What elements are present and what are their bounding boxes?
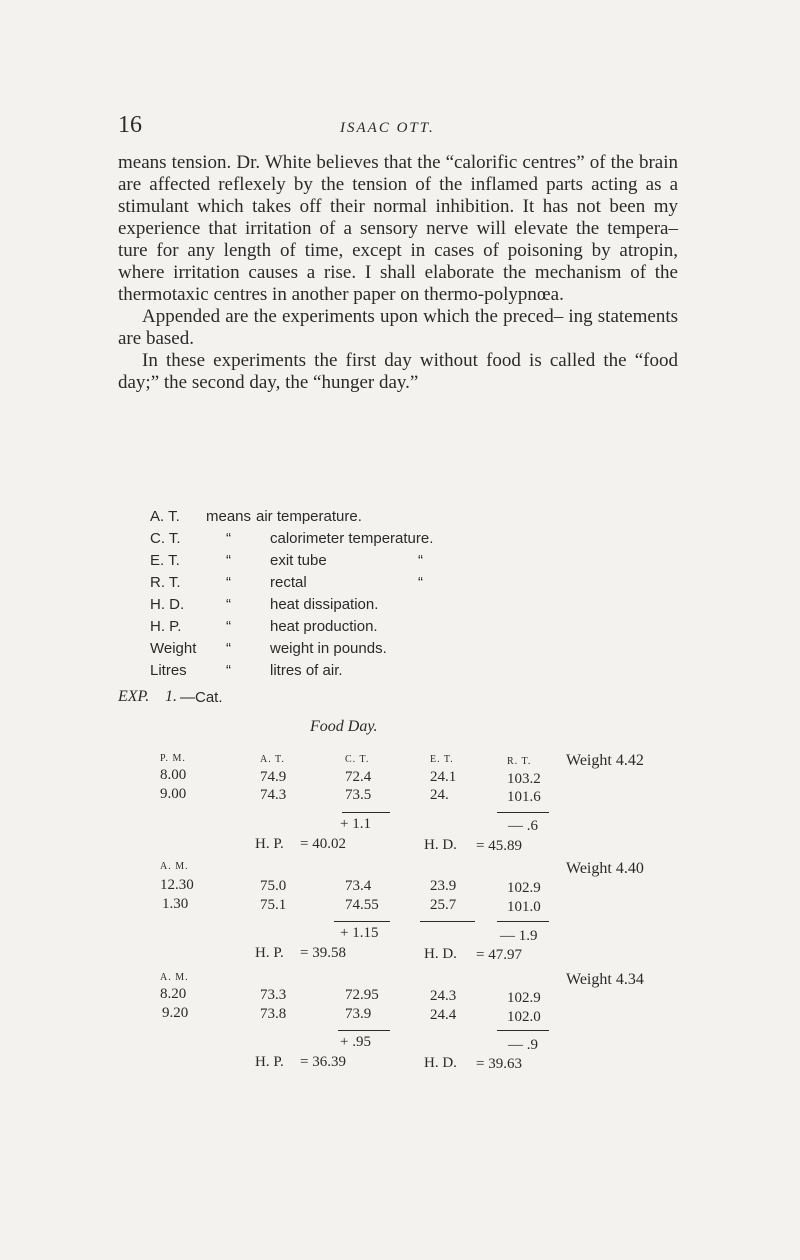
abbr-ditto: “ (418, 552, 423, 569)
cell-et: 24.4 (430, 1007, 457, 1023)
hp-label: H. P. (255, 836, 284, 852)
weight-value: Weight 4.40 (566, 860, 644, 877)
body-text (118, 152, 678, 394)
abbr-meaning: exit tube (270, 552, 327, 569)
abbr-key: Weight (150, 640, 197, 657)
weight-value: Weight 4.42 (566, 752, 644, 769)
header-rt: R. T. (507, 756, 532, 767)
abbr-ditto: “ (226, 530, 231, 547)
rt-difference: — .6 (508, 818, 538, 834)
sum-rule (420, 921, 475, 922)
experiment-subject: —Cat. (180, 689, 223, 706)
experiment-number: 1. (165, 688, 177, 705)
rt-difference: — 1.9 (500, 928, 538, 944)
sum-rule (334, 921, 390, 922)
hp-value: = 40.02 (300, 836, 346, 852)
abbr-key: R. T. (150, 574, 181, 591)
cell-ct: 73.4 (345, 878, 372, 894)
hd-value: = 39.63 (476, 1056, 522, 1072)
hp-value: = 36.39 (300, 1054, 346, 1070)
abbr-ditto: means (206, 508, 252, 525)
abbr-meaning: heat dissipation. (270, 596, 379, 613)
abbr-ditto: “ (226, 662, 231, 679)
sum-rule (338, 1030, 390, 1031)
experiment-label: EXP. (118, 688, 150, 705)
cell-at: 75.0 (260, 878, 287, 894)
hd-value: = 47.97 (476, 947, 522, 963)
hp-label: H. P. (255, 945, 284, 961)
abbr-ditto: “ (226, 596, 231, 613)
abbr-meaning: rectal (270, 574, 307, 591)
running-head: ISAAC OTT. (340, 120, 435, 136)
sum-rule (497, 1030, 549, 1031)
cell-rt: 103.2 (507, 771, 541, 787)
cell-et: 25.7 (430, 897, 457, 913)
header-ct: C. T. (345, 754, 370, 765)
abbr-key: H. D. (150, 596, 185, 613)
cell-et: 24. (430, 787, 449, 803)
day-title: Food Day. (310, 718, 378, 735)
cell-ct: 74.55 (345, 897, 379, 913)
cell-at: 75.1 (260, 897, 287, 913)
paragraph: Appended are the experiments upon which the preced– ing statements are based. (118, 306, 678, 349)
cell-rt: 102.9 (507, 880, 541, 896)
period-label: A. M. (160, 861, 189, 872)
cell-at: 74.9 (260, 769, 287, 785)
period-label: A. M. (160, 972, 189, 983)
paragraph: In these experiments the first day without food is called the “food day;” the second day, the “hunger day.” (118, 350, 678, 393)
hd-label: H. D. (424, 837, 457, 853)
hd-label: H. D. (424, 946, 457, 962)
header-et: E. T. (430, 754, 454, 765)
cell-time: 1.30 (162, 896, 189, 912)
abbr-key: A. T. (150, 508, 180, 525)
cell-ct: 72.4 (345, 769, 372, 785)
cell-et: 24.1 (430, 769, 457, 785)
sum-rule (497, 812, 549, 813)
abbr-ditto: “ (418, 574, 423, 591)
abbr-key: C. T. (150, 530, 181, 547)
abbr-key: Litres (150, 662, 187, 679)
abbr-meaning: air temperature. (256, 508, 362, 525)
cell-time: 9.00 (160, 786, 187, 802)
sum-rule (342, 812, 390, 813)
cell-at: 73.3 (260, 987, 287, 1003)
weight-value: Weight 4.34 (566, 971, 644, 988)
cell-ct: 73.9 (345, 1006, 372, 1022)
cell-rt: 101.0 (507, 899, 541, 915)
cell-time: 8.00 (160, 767, 187, 783)
abbr-key: H. P. (150, 618, 182, 635)
cell-rt: 101.6 (507, 789, 541, 805)
cell-et: 24.3 (430, 988, 457, 1004)
cell-rt: 102.9 (507, 990, 541, 1006)
abbr-ditto: “ (226, 618, 231, 635)
hd-label: H. D. (424, 1055, 457, 1071)
abbr-meaning: weight in pounds. (270, 640, 387, 657)
ct-difference: + 1.1 (340, 816, 371, 832)
paragraph: means tension. Dr. White believes that the “calorific centres” of the brain are affected reflexely by the tension of the inflamed parts acting as a stimulant which takes off their normal inhibition. It has not been my experience that irritation of a sensory nerve will elevate the tempera– ture for any length of time, except in cases of poisoning by atropin, where irritation causes a rise. I shall elaborate the mechanism of the thermotaxic centres in another paper on thermo-polypnœa. (118, 152, 678, 305)
cell-ct: 72.95 (345, 987, 379, 1003)
header-at: A. T. (260, 754, 285, 765)
abbr-ditto: “ (226, 552, 231, 569)
hd-value: = 45.89 (476, 838, 522, 854)
cell-ct: 73.5 (345, 787, 372, 803)
cell-at: 73.8 (260, 1006, 287, 1022)
hp-label: H. P. (255, 1054, 284, 1070)
cell-et: 23.9 (430, 878, 457, 894)
rt-difference: — .9 (508, 1037, 538, 1053)
sum-rule (497, 921, 549, 922)
header-time: P. M. (160, 753, 186, 764)
cell-time: 9.20 (162, 1005, 189, 1021)
abbr-key: E. T. (150, 552, 180, 569)
ct-difference: + .95 (340, 1034, 371, 1050)
abbr-meaning: heat production. (270, 618, 378, 635)
cell-at: 74.3 (260, 787, 287, 803)
abbr-ditto: “ (226, 574, 231, 591)
cell-rt: 102.0 (507, 1009, 541, 1025)
cell-time: 8.20 (160, 986, 187, 1002)
hp-value: = 39.58 (300, 945, 346, 961)
page-number: 16 (118, 112, 142, 138)
cell-time: 12.30 (160, 877, 194, 893)
abbr-ditto: “ (226, 640, 231, 657)
ct-difference: + 1.15 (340, 925, 379, 941)
abbr-meaning: calorimeter temperature. (270, 530, 434, 547)
abbr-meaning: litres of air. (270, 662, 343, 679)
